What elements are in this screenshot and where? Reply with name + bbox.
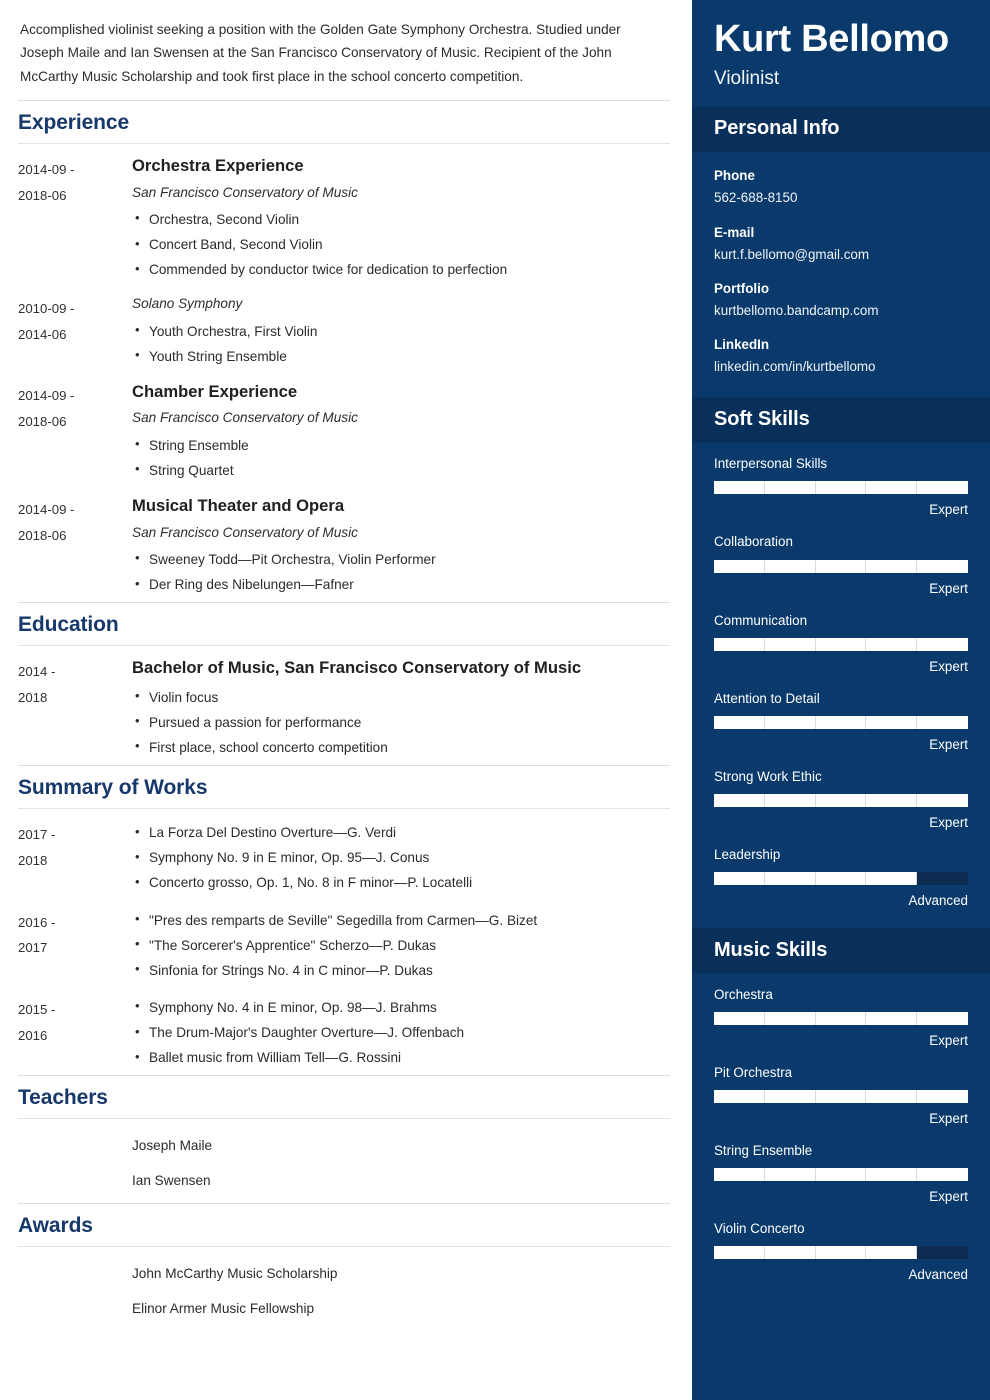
skill-row — [714, 532, 968, 598]
plain-entry — [18, 1249, 670, 1328]
skill-segment — [816, 638, 867, 651]
entry-date-line: 2016 - — [18, 914, 56, 930]
section-awards — [18, 1201, 670, 1328]
entry-date-line: 2018-06 — [18, 527, 67, 543]
skill-segment — [714, 872, 765, 885]
skill-row — [714, 454, 968, 520]
skill-level-label: Expert — [929, 1189, 968, 1205]
skill-segment-dividers — [714, 481, 968, 494]
skill-segment — [917, 481, 968, 494]
skill-segment — [816, 872, 867, 885]
personal-info-label: Portfolio — [714, 280, 770, 296]
entry-date-range — [18, 995, 132, 1070]
personal-info-value[interactable]: kurt.f.bellomo@gmail.com — [714, 246, 869, 262]
entry-date-range — [18, 820, 132, 895]
entry-bullet: • Der Ring des Nibelungen—Fafner — [132, 572, 664, 597]
entry-subtitle: Solano Symphony — [132, 296, 243, 312]
skill-row — [714, 985, 968, 1051]
section-header-works — [18, 765, 670, 809]
skill-segment — [866, 481, 917, 494]
skill-level-label: Advanced — [908, 893, 968, 909]
skill-segment — [866, 1246, 917, 1259]
entry-bullet: • Commended by conductor twice for dedication to perfection — [132, 257, 664, 282]
entry-subtitle: San Francisco Conservatory of Music — [132, 184, 358, 200]
entry-body — [132, 995, 670, 1070]
skill-level-label: Expert — [929, 580, 968, 596]
candidate-name: Kurt Bellomo — [714, 18, 949, 60]
skill-level-bar — [714, 1168, 968, 1181]
entry-body — [132, 908, 670, 983]
skill-segment-dividers — [714, 638, 968, 651]
entry-date-line: 2018-06 — [18, 187, 67, 203]
skill-row — [714, 767, 968, 833]
sidebar-header-personal-info — [692, 106, 990, 152]
skill-level-bar — [714, 716, 968, 729]
section-education — [18, 600, 670, 763]
entry-date-spacer — [18, 1258, 132, 1328]
entry-date-line: 2014-06 — [18, 327, 67, 343]
skill-segment-dividers — [714, 1012, 968, 1025]
skill-segment-dividers — [714, 872, 968, 885]
skill-segment — [714, 481, 765, 494]
skill-level-label: Expert — [929, 815, 968, 831]
entry-date-line: 2014-09 - — [18, 162, 75, 178]
entry-date-range — [18, 657, 132, 760]
list-item: Joseph Maile — [132, 1138, 213, 1154]
skill-segment — [816, 1246, 867, 1259]
entry-date-line: 2010-09 - — [18, 301, 75, 317]
skill-level-bar — [714, 481, 968, 494]
entry-bullet: • Ballet music from William Tell—G. Rossini — [132, 1045, 664, 1070]
entry-body — [132, 155, 670, 282]
skill-segment — [714, 638, 765, 651]
entry-body — [132, 1130, 670, 1200]
skill-segment — [866, 872, 917, 885]
entry-body — [132, 381, 670, 483]
skill-level-bar — [714, 872, 968, 885]
skill-level-bar — [714, 560, 968, 573]
skill-segment — [816, 1012, 867, 1025]
teachers-items — [18, 1121, 670, 1200]
skill-segment — [917, 716, 968, 729]
entry-title: Musical Theater and Opera — [132, 496, 345, 516]
personal-info-value[interactable]: 562-688-8150 — [714, 190, 798, 206]
sidebar-identity — [692, 0, 990, 106]
entry-body — [132, 820, 670, 895]
skill-row — [714, 845, 968, 911]
skill-segment — [765, 1246, 816, 1259]
entry-bullet-list — [132, 820, 664, 895]
entry-date-spacer — [18, 1130, 132, 1200]
personal-info-item — [714, 279, 968, 321]
skill-level-label: Expert — [929, 736, 968, 752]
personal-info-value[interactable]: linkedin.com/in/kurtbellomo — [714, 359, 876, 375]
section-header-experience — [18, 100, 670, 144]
skill-name: Orchestra — [714, 986, 773, 1002]
section-header-awards — [18, 1203, 670, 1247]
skill-segment — [816, 1090, 867, 1103]
skill-segment-dividers — [714, 1090, 968, 1103]
section-title: Teachers — [18, 1086, 108, 1110]
section-experience — [18, 98, 670, 600]
entry-bullet: • "Pres des remparts de Seville" Segedilla from Carmen—G. Bizet — [132, 908, 664, 933]
skill-segment — [714, 1012, 765, 1025]
timeline-entry — [18, 899, 670, 986]
entry-body — [132, 495, 670, 597]
entry-title: Bachelor of Music, San Francisco Conservatory of Music — [132, 658, 582, 678]
entry-date-line: 2014-09 - — [18, 388, 75, 404]
skill-segment — [765, 872, 816, 885]
skill-segment — [765, 1090, 816, 1103]
entry-subtitle: San Francisco Conservatory of Music — [132, 410, 358, 426]
skill-level-label: Expert — [929, 1032, 968, 1048]
education-entries — [18, 648, 670, 763]
professional-summary: Accomplished violinist seeking a position with the Golden Gate Symphony Orchestra. Studied under Joseph Maile and Ian Swensen at the San Francisco Conservatory of Music. Recipient of the John McCarthy Music Scholarship and took first place in the school concerto competition. — [20, 22, 621, 84]
entry-title: Chamber Experience — [132, 382, 298, 402]
skill-segment — [917, 560, 968, 573]
skill-segment — [714, 1090, 765, 1103]
entry-bullet: • First place, school concerto competition — [132, 735, 664, 760]
sidebar-section-title: Personal Info — [714, 117, 840, 140]
entry-date-range — [18, 381, 132, 483]
skill-row — [714, 1063, 968, 1129]
skill-name: String Ensemble — [714, 1142, 813, 1158]
section-title: Experience — [18, 111, 130, 135]
skill-segment — [714, 1246, 765, 1259]
personal-info-item — [714, 335, 968, 377]
skill-level-bar — [714, 1090, 968, 1103]
timeline-entry — [18, 285, 670, 372]
entry-bullet: • Pursued a passion for performance — [132, 710, 664, 735]
entry-bullet: • Orchestra, Second Violin — [132, 207, 664, 232]
timeline-entry — [18, 486, 670, 600]
entry-date-range — [18, 294, 132, 369]
entry-bullet-list — [132, 433, 664, 483]
entry-bullet: • Youth Orchestra, First Violin — [132, 319, 664, 344]
skill-segment — [714, 560, 765, 573]
entry-bullet: • Violin focus — [132, 685, 664, 710]
skill-segment — [816, 1168, 867, 1181]
skill-segment — [917, 1090, 968, 1103]
skill-segment — [917, 872, 968, 885]
works-entries — [18, 811, 670, 1073]
skill-name: Communication — [714, 612, 808, 628]
entry-bullet-list — [132, 319, 664, 369]
skill-segment-dividers — [714, 794, 968, 807]
entry-body — [132, 1258, 670, 1328]
skill-segment — [866, 716, 917, 729]
personal-info-item — [714, 223, 968, 265]
plain-entry — [18, 1121, 670, 1200]
skill-row — [714, 611, 968, 677]
entry-bullet: • Sinfonia for Strings No. 4 in C minor—P. Dukas — [132, 958, 664, 983]
timeline-entry — [18, 372, 670, 486]
timeline-entry — [18, 648, 670, 763]
music-skills-list — [692, 974, 990, 1302]
skill-segment — [714, 1168, 765, 1181]
skill-segment — [765, 638, 816, 651]
entry-bullet-list — [132, 685, 664, 760]
skill-level-bar — [714, 1246, 968, 1259]
entry-bullet: • Symphony No. 9 in E minor, Op. 95—J. Conus — [132, 845, 664, 870]
entry-bullet: • Symphony No. 4 in E minor, Op. 98—J. Brahms — [132, 995, 664, 1020]
skill-segment — [765, 481, 816, 494]
skill-level-bar — [714, 794, 968, 807]
entry-bullet: • String Ensemble — [132, 433, 664, 458]
section-title: Education — [18, 613, 119, 637]
entry-date-range — [18, 495, 132, 597]
entry-bullet: • String Quartet — [132, 458, 664, 483]
candidate-job-title: Violinist — [714, 67, 780, 89]
entry-bullet: • Concerto grosso, Op. 1, No. 8 in F minor—P. Locatelli — [132, 870, 664, 895]
personal-info-list — [692, 152, 990, 397]
section-title: Awards — [18, 1213, 93, 1237]
skill-level-label: Expert — [929, 658, 968, 674]
skill-segment — [816, 481, 867, 494]
list-item: John McCarthy Music Scholarship — [132, 1265, 338, 1281]
list-item: Elinor Armer Music Fellowship — [132, 1300, 315, 1316]
entry-date-line: 2017 - — [18, 827, 56, 843]
section-header-teachers — [18, 1075, 670, 1119]
skill-segment-dividers — [714, 716, 968, 729]
skill-row — [714, 1141, 968, 1207]
sidebar-section-title: Soft Skills — [714, 408, 810, 431]
entry-date-range — [18, 908, 132, 983]
skill-segment — [917, 794, 968, 807]
skill-row — [714, 689, 968, 755]
skill-segment — [866, 1090, 917, 1103]
skill-segment — [816, 560, 867, 573]
entry-date-line: 2017 — [18, 940, 48, 956]
skill-segment — [866, 1168, 917, 1181]
skill-segment — [917, 1168, 968, 1181]
personal-info-label: Phone — [714, 168, 755, 184]
skill-segment — [917, 1012, 968, 1025]
section-works — [18, 763, 670, 1073]
skill-level-label: Expert — [929, 1110, 968, 1126]
skill-name: Collaboration — [714, 534, 793, 550]
list-item: Ian Swensen — [132, 1173, 211, 1189]
skill-segment — [866, 1012, 917, 1025]
entry-date-line: 2014 - — [18, 664, 56, 680]
skill-segment — [765, 1012, 816, 1025]
skill-segment — [866, 794, 917, 807]
skill-level-label: Advanced — [908, 1267, 968, 1283]
personal-info-item — [714, 166, 968, 208]
skill-segment — [765, 794, 816, 807]
skill-segment-dividers — [714, 560, 968, 573]
skill-segment — [714, 794, 765, 807]
timeline-entry — [18, 146, 670, 285]
section-title: Summary of Works — [18, 776, 208, 800]
sidebar-header-soft-skills — [692, 397, 990, 443]
skill-segment — [866, 560, 917, 573]
awards-items — [18, 1249, 670, 1328]
personal-info-value[interactable]: kurtbellomo.bandcamp.com — [714, 302, 879, 318]
section-header-education — [18, 602, 670, 646]
skill-level-bar — [714, 1012, 968, 1025]
skill-segment — [816, 716, 867, 729]
personal-info-label: E-mail — [714, 224, 755, 240]
experience-entries — [18, 146, 670, 600]
skill-name: Violin Concerto — [714, 1221, 805, 1237]
entry-date-line: 2014-09 - — [18, 502, 75, 518]
skill-segment — [714, 716, 765, 729]
entry-body — [132, 657, 670, 760]
skill-segment — [866, 638, 917, 651]
entry-bullet: • Concert Band, Second Violin — [132, 232, 664, 257]
skill-row — [714, 1219, 968, 1285]
skill-segment-dividers — [714, 1168, 968, 1181]
skill-name: Attention to Detail — [714, 690, 820, 706]
entry-bullet: • Sweeney Todd—Pit Orchestra, Violin Performer — [132, 547, 664, 572]
sidebar-header-music-skills — [692, 928, 990, 974]
skill-name: Strong Work Ethic — [714, 769, 822, 785]
entry-subtitle: San Francisco Conservatory of Music — [132, 524, 358, 540]
entry-bullet-list — [132, 547, 664, 597]
entry-date-line: 2015 - — [18, 1001, 56, 1017]
entry-date-line: 2018-06 — [18, 413, 67, 429]
timeline-entry — [18, 811, 670, 898]
entry-date-line: 2018 — [18, 852, 48, 868]
entry-bullet: • "The Sorcerer's Apprentice" Scherzo—P. Dukas — [132, 933, 664, 958]
skill-segment — [917, 1246, 968, 1259]
entry-title: Orchestra Experience — [132, 156, 304, 176]
skill-level-label: Expert — [929, 502, 968, 518]
sidebar — [692, 0, 990, 1400]
entry-bullet-list — [132, 908, 664, 983]
skill-segment — [917, 638, 968, 651]
soft-skills-list — [692, 443, 990, 927]
entry-bullet: • Youth String Ensemble — [132, 344, 664, 369]
skill-segment — [765, 716, 816, 729]
skill-segment — [765, 1168, 816, 1181]
entry-bullet-list — [132, 207, 664, 282]
skill-segment-dividers — [714, 1246, 968, 1259]
skill-name: Pit Orchestra — [714, 1064, 793, 1080]
entry-date-range — [18, 155, 132, 282]
skill-segment — [765, 560, 816, 573]
section-teachers — [18, 1073, 670, 1200]
sidebar-section-title: Music Skills — [714, 938, 828, 961]
skill-name: Interpersonal Skills — [714, 456, 828, 472]
entry-date-line: 2016 — [18, 1027, 48, 1043]
personal-info-label: LinkedIn — [714, 337, 770, 352]
entry-date-line: 2018 — [18, 689, 48, 705]
entry-bullet: • La Forza Del Destino Overture—G. Verdi — [132, 820, 664, 845]
entry-bullet: • The Drum-Major's Daughter Overture—J. Offenbach — [132, 1020, 664, 1045]
entry-bullet-list — [132, 995, 664, 1070]
skill-segment — [816, 794, 867, 807]
entry-body — [132, 294, 670, 369]
skill-name: Leadership — [714, 847, 781, 863]
timeline-entry — [18, 986, 670, 1073]
skill-level-bar — [714, 638, 968, 651]
